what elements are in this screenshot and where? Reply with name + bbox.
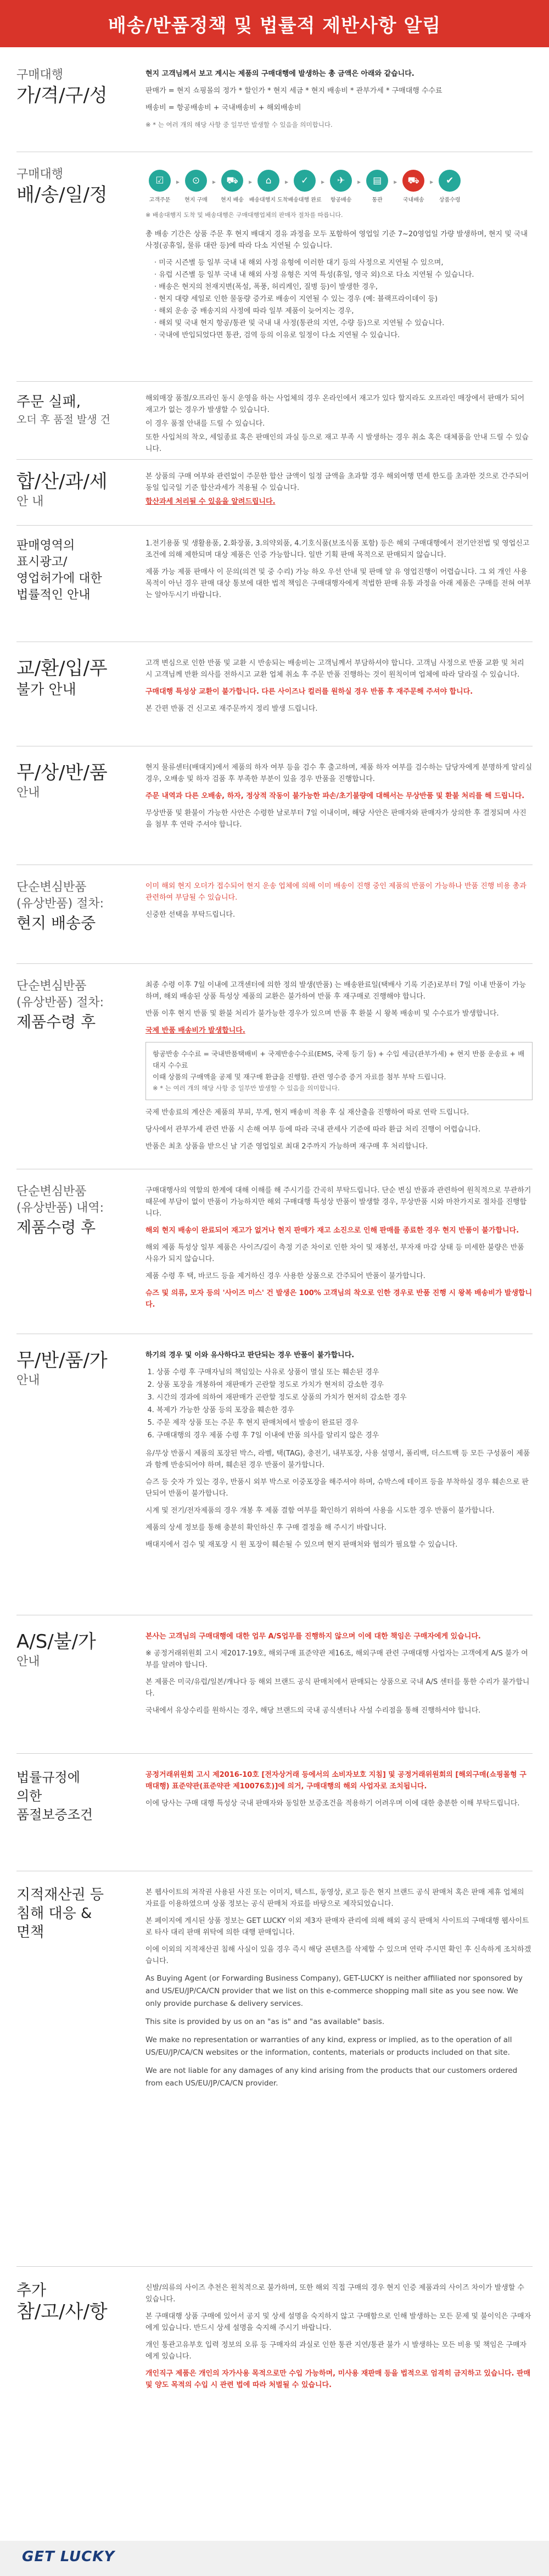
paragraph: 제품의 상세 정보를 통해 충분히 확인하신 후 구매 결정을 해 주시기 바랍니다. bbox=[145, 1524, 386, 1532]
page-header bbox=[0, 0, 549, 47]
paragraph: 신발/의류의 사이즈 추천은 원칙적으로 불가하며, 또한 해외 직접 구매의 경우 현지 인증 제품과의 사이즈 차이가 발생할 수 있습니다. bbox=[145, 2284, 524, 2304]
section-title: 배/송/일/정 bbox=[16, 184, 108, 206]
delay-list bbox=[145, 257, 533, 341]
list-item: · 미국 시즌별 등 일부 국내 내 해외 사정 유형에 이러한 대기 등의 사정으로 지연될 수 있으며, bbox=[154, 257, 533, 269]
paragraph: 반품은 최초 상품을 받으신 날 기준 영업일로 최대 2주까지 가능하며 재구매 후 처리합니다. bbox=[145, 1142, 428, 1151]
section-subtitle: 구매대행 bbox=[16, 68, 64, 82]
paragraph: 배대지에서 검수 및 재포장 시 원 포장이 훼손될 수 있으며 현지 판매처와 협의가 필요할 수 있습니다. bbox=[145, 1541, 458, 1549]
paragraph: 국내에서 유상수리를 원하시는 경우, 해당 브랜드의 국내 공식센터나 사설 수리점을 통해 진행하셔야 합니다. bbox=[145, 1707, 481, 1715]
section-as-unavailable bbox=[16, 1615, 533, 1753]
section-subtitle: (유상반품) 절차: bbox=[16, 996, 104, 1010]
section-title: 참/고/사/항 bbox=[16, 2301, 108, 2323]
paragraph: 이미 해외 현지 오더가 접수되어 현지 운송 업체에 의해 이미 배송이 진행 중인 제품의 반품이 가능하나 반품 진행 비용 총과 관련하여 부담될 수 있습니다. bbox=[145, 882, 526, 902]
section-subtitle: 법률규정에 bbox=[16, 1770, 80, 1785]
paragraph: 반품 이후 현지 반품 및 환불 처리가 불가능한 경우가 있으며 반품 후 환불 시 왕복 배송비 및 수수료가 발생합니다. bbox=[145, 1010, 499, 1018]
list-item: 3. 시간의 경과에 의하여 재판매가 곤란할 정도로 상품의 가치가 현저히 감소한 경우 bbox=[156, 1392, 533, 1403]
section-subtitle: 불가 안내 bbox=[16, 682, 76, 698]
flow-step: ✈ 항공배송 bbox=[327, 170, 355, 206]
paragraph: 하기의 경우 및 이와 유사하다고 판단되는 경우 반품이 불가합니다. bbox=[145, 1351, 355, 1359]
section-additional-notes bbox=[16, 2266, 533, 2530]
paragraph: 슈즈 등 숫자 가 있는 경우, 반품시 외부 박스로 이중포장을 해주셔야 하며, 슈박스에 테이프 등을 부착하실 경우 훼손으로 판단되어 반품이 불가합니다. bbox=[145, 1478, 529, 1498]
arrow-icon: ▸ bbox=[394, 178, 397, 186]
section-subtitle: (유상반품) 절차: bbox=[16, 897, 104, 911]
flow-step: ✔ 상품수령 bbox=[435, 170, 464, 206]
paragraph: 최종 수령 이후 7일 이내에 고객센터에 의한 정의 발생(반품) 는 배송완료일(택배사 기록 기준)로부터 7일 이내 반품이 가능하며, 해외 배송된 상품 특성상 제품의 교환은 불가하여 반품 후 재구매로 진행해야 합니다. bbox=[145, 981, 526, 1001]
shipping-formula: 배송비 = 항공배송비 + 국내배송비 + 해외배송비 bbox=[145, 104, 301, 112]
truck-icon: ⛟ bbox=[221, 170, 243, 192]
section-ip-disclaimer bbox=[16, 1871, 533, 2266]
section-title: 품절보증조건 bbox=[16, 1807, 93, 1822]
section-subtitle: 안내 bbox=[16, 1374, 40, 1387]
page-footer bbox=[0, 2541, 549, 2576]
list-item: 5. 주문 제작 상품 또는 주문 후 현지 판매처에서 발송이 완료된 경우 bbox=[156, 1417, 533, 1429]
flow-step: ✓ 배송대행 완료 bbox=[290, 170, 319, 206]
section-legal-guarantee bbox=[16, 1753, 533, 1871]
section-title: 제품수령 후 bbox=[16, 1013, 96, 1031]
box-note: ※ * 는 여러 개의 해당 사항 중 일부만 발생할 수 있음을 의미합니다. bbox=[153, 1084, 340, 1092]
paragraph: 개인 통관고유부호 입력 정보의 오류 등 구매자의 과실로 인한 통관 지연/통관 불가 시 발생하는 모든 비용 및 책임은 구매자에게 있습니다. bbox=[145, 2341, 527, 2361]
section-subtitle: 안내 bbox=[16, 786, 40, 800]
fee-box bbox=[145, 1042, 533, 1100]
paragraph: 공정거래위원회 고시 제2016-10호 [전자상거래 등에서의 소비자보호 지침] 및 공정거래위원회의 [해외구매(쇼핑몰형 구매대행) 표준약관(표준약관 제10076호)]에 의거, 구매대행의 해외 사업자로 조치됩니다. bbox=[145, 1771, 526, 1791]
no-return-list bbox=[145, 1367, 533, 1441]
list-item: · 국내에 반입되었다면 통관, 검역 등의 이유로 일정이 다소 지연될 수 있습니다. bbox=[154, 330, 533, 341]
fee-formula: 항공반송 수수료 = 국내반품택배비 + 국제반송수수료(EMS, 국제 등기 등) + 수입 세금(관부가세) + 현지 반품 운송료 + 배대지 수수료 bbox=[153, 1050, 525, 1069]
page-title: 배송/반품정책 및 법률적 제반사항 알림 bbox=[108, 14, 441, 37]
section-subtitle: 단순변심반품 bbox=[16, 880, 87, 894]
paragraph: 고객 변심으로 인한 반품 및 교환 시 반송되는 배송비는 고객님께서 부담하셔야 합니다. 고객님 사정으로 반품 교환 및 처리 시 고객님께 반환 의사를 전하시고 교환 업체 취소 후 주문 반품 진행하는 것이 원칙이며 업체에 따라 달라질 수 있습니다. bbox=[145, 659, 524, 679]
section-subtitle: 단순변심반품 bbox=[16, 979, 87, 993]
airplane-icon: ✈ bbox=[330, 170, 352, 192]
paragraph: 본 상품의 구매 여부와 관련없이 주문한 합산 금액이 일정 금액을 초과할 경우 해외여행 면세 한도를 초과한 것으로 간주되어 동일 입국일 기준 합산과세가 적용될 수 있습니다. bbox=[145, 472, 529, 492]
arrow-icon: ▸ bbox=[176, 178, 180, 186]
section-subtitle: 오더 후 품절 발생 건 bbox=[16, 414, 110, 426]
price-formula: 판매가 = 현지 쇼핑몰의 정가 * 할인가 * 현지 세금 * 현지 배송비 * 관부가세 * 구매대행 수수료 bbox=[145, 87, 442, 95]
arrow-icon: ▸ bbox=[212, 178, 216, 186]
section-exchange bbox=[16, 642, 533, 746]
english-paragraph: We make no representation or warranties of any kind, express or implied, as to the operation of all US/EU/JP/CA/CN websites or the information, contents, materials or products included on that site. bbox=[145, 2036, 512, 2057]
purchase-icon: ⊙ bbox=[185, 170, 207, 192]
truck-icon: ⛟ bbox=[402, 170, 424, 192]
flow-step: ⛟ 국내배송 bbox=[399, 170, 428, 206]
paragraph: ※ 공정거래위원회 고시 제2017-19호, 해외구매 표준약관 제16조, 해외구매 관련 구매대행 사업자는 고객에게 A/S 불가 여부를 알려야 합니다. bbox=[145, 1649, 528, 1669]
paragraph: 본 구매대행 상품 구매에 있어서 공지 및 상세 설명을 숙지하지 않고 구매함으로 인해 발생하는 모든 문제 및 불이익은 구매자에게 있습니다. 반드시 상세 설명을 숙지해 주시기 바랍니다. bbox=[145, 2312, 531, 2332]
flow-step: ▤ 통관 bbox=[363, 170, 391, 206]
paragraph: 구매대행 특성상 교환이 불가합니다. 다른 사이즈나 컬러를 원하실 경우 반품 후 재주문해 주셔야 합니다. bbox=[145, 688, 473, 696]
paragraph: 국제 반품 배송비가 발생합니다. bbox=[145, 1027, 245, 1035]
paragraph: 당사에서 관부가세 관련 반품 시 손해 여부 등에 따라 국내 관세사 기준에 따라 환급 처리 진행이 어렵습니다. bbox=[145, 1125, 481, 1134]
flow-step: ☑ 고객주문 bbox=[145, 170, 174, 206]
section-subtitle: 추가 bbox=[16, 2281, 47, 2299]
paragraph: 본사는 고객님의 구매대행에 대한 업무 A/S업무를 진행하지 않으며 이에 대한 책임은 구매자에게 있습니다. bbox=[145, 1632, 481, 1641]
list-item: 6. 구매대행의 경우 제품 수령 후 7일 이내에 반품 의사를 알리지 않은 경우 bbox=[156, 1430, 533, 1441]
paragraph: 1.전기용품 및 생활용품, 2.화장품, 3.의약외품, 4.기호식품(보조식품 포함) 등은 해외 구매대행에서 전기안전법 및 영업신고 조건에 의해 제한되며 대상 제품은 인증 가능합니다. 일반 기획 판매 목적으로 판매되지 않습니다. bbox=[145, 539, 530, 559]
section-subtitle: 안 내 bbox=[16, 495, 44, 509]
list-item: · 해외 운송 중 배송지의 사정에 따라 일부 제품이 늦어지는 경우, bbox=[154, 305, 533, 317]
paragraph: 제품 수령 후 택, 바코드 등을 제거하신 경우 사용한 상품으로 간주되어 반품이 불가합니다. bbox=[145, 1272, 425, 1280]
paragraph: 주문 내역과 다른 오배송, 하자, 정상적 작동이 불가능한 파손/초기불량에 대해서는 무상반품 및 환불 처리를 해 드립니다. bbox=[145, 792, 525, 800]
paragraph: 신중한 선택을 부탁드립니다. bbox=[145, 911, 236, 919]
paragraph: 국제 반송료의 계산은 제품의 부피, 무게, 현지 배송비 적용 후 실 재산출을 진행하여 따로 연락 드립니다. bbox=[145, 1108, 469, 1117]
section-title: 지적재산권 등 bbox=[16, 1887, 104, 1903]
section-title: 교/환/입/푸 bbox=[16, 657, 108, 679]
section-title: 표시광고/ bbox=[16, 555, 68, 569]
section-return-details bbox=[16, 1169, 533, 1334]
section-title: 무/상/반/품 bbox=[16, 762, 108, 784]
paragraph: 슈즈 및 의류, 모자 등의 '사이즈 미스' 건 발생은 100% 고객님의 착오로 인한 경우로 반품 진행 시 왕복 배송비가 발생합니다. bbox=[145, 1289, 533, 1309]
section-combined-tax bbox=[16, 459, 533, 525]
arrow-icon: ▸ bbox=[249, 178, 253, 186]
check-icon: ✓ bbox=[294, 170, 316, 192]
paragraph: 본 제품은 미국/유럽/일본/캐나다 등 해외 브랜드 공식 판매처에서 판매되는 상품으로 국내 A/S 센터를 통한 수리가 불가합니다. bbox=[145, 1678, 530, 1698]
receive-icon: ✔ bbox=[439, 170, 461, 192]
section-title: 현지 배송중 bbox=[16, 914, 96, 932]
english-paragraph: We are not liable for any damages of any kind arising from the products that our customers ordered from each US/EU/JP/CA/CN provider. bbox=[145, 2066, 518, 2088]
section-title: 제품수령 후 bbox=[16, 1218, 96, 1236]
customs-icon: ▤ bbox=[366, 170, 388, 192]
section-subtitle: 면책 bbox=[16, 1924, 44, 1941]
paragraph: 해외매장 품절/오프라인 동시 운영을 하는 사업체의 경우 온라인에서 재고가 있다 할지라도 오프라인 매장에서 판매가 되어 재고가 없는 경우가 발생할 수 있습니다. bbox=[145, 394, 525, 414]
section-title: 판매영역의 bbox=[16, 539, 75, 553]
paragraph: 무상반품 및 환불이 가능한 사안은 수령한 날로부터 7일 이내이며, 해당 사안은 판매자와 판매자가 상의한 후 결정되며 사진을 첨부 후 연락 주셔야 합니다. bbox=[145, 809, 526, 829]
paragraph: 제품 가능 제품 판매사 이 문의(의견 및 중 수리) 가능 하오 우선 안내 및 판매 알 유 영업진행이 어렵습니다. 그 외 개인 사용 목적이 아닌 경우 판매 대상 통보에 대한 법적 책임은 구매대행자에게 적법한 판매 유통 과정을 아래 제품은 구매를 전혀 여부는 알아두시기 바랍니다. bbox=[145, 568, 531, 599]
arrow-icon: ▸ bbox=[357, 178, 361, 186]
english-paragraph: As Buying Agent (or Forwarding Business Company), GET-LUCKY is neither affiliated nor sponsored by and US/EU/JP/CA/CN provider that we list on this e-commerce shopping mall site as you see now. We only provide purchase & delivery services. bbox=[145, 1974, 523, 2008]
section-price bbox=[16, 53, 533, 152]
paragraph: 이 경우 품절 안내를 드릴 수 있습니다. bbox=[145, 420, 265, 428]
fee-formula-note: 이때 상품의 구매액을 공제 및 재구매 환급을 진행함. 관련 영수증 증거 자료를 첨부 부탁 드립니다. bbox=[153, 1073, 446, 1081]
section-subtitle: (유상반품) 내역: bbox=[16, 1201, 104, 1215]
english-paragraph: This site is provided by us on an "as is" and "as available" basis. bbox=[145, 2017, 385, 2026]
warehouse-icon: ⌂ bbox=[257, 170, 279, 192]
price-note: ※ * 는 여러 개의 해당 사항 중 일부만 발생할 수 있음을 의미합니다. bbox=[145, 121, 333, 129]
section-subtitle: 구매대행 bbox=[16, 168, 64, 181]
paragraph: 본 페이지에 게시된 상품 정보는 GET LUCKY 이외 제3자 판매자 관리에 의해 해외 공식 판매처 사이트의 구매대행 웹사이트로 타사 대리 판매 위탁에 의한 대행 판매입니다. bbox=[145, 1917, 529, 1937]
section-title: 가/격/구/성 bbox=[16, 85, 108, 107]
section-subtitle: 안내 bbox=[16, 1655, 40, 1669]
arrow-icon: ▸ bbox=[321, 178, 325, 186]
flow-note: ※ 배송대행지 도착 및 배송대행은 구매대행업체의 판매자 절차를 따릅니다. bbox=[145, 211, 343, 219]
paragraph: 구매대행사의 역할의 한계에 대해 이해를 해 주시기를 간곡히 부탁드립니다. 단순 변심 반품과 관련하여 원칙적으로 무관하기 때문에 부담이 없이 반품이 가능하지만 해외 구매대행 특성상 반품이 발생할 경우, 무상반품 시와 마찬가지로 절차를 진행합니다. bbox=[145, 1186, 531, 1218]
price-lead: 현지 고객님께서 보고 계시는 제품의 구매대행에 발생하는 총 금액은 아래와 같습니다. bbox=[145, 70, 414, 78]
section-title: 주문 실패, bbox=[16, 394, 81, 410]
section-title: 영업허가에 대한 bbox=[16, 572, 102, 586]
brand-logo: GET LUCKY bbox=[22, 2549, 115, 2565]
section-no-return bbox=[16, 1334, 533, 1615]
list-item: · 현지 대량 세일로 인한 물동량 증가로 배송이 지연될 수 있는 경우 (예: 블랙프라이데이 등) bbox=[154, 293, 533, 305]
paragraph: 개인직구 제품은 개인의 자가사용 목적으로만 수입 가능하며, 미사용 재판매 등을 법적으로 엄격히 금지하고 있습니다. 판매 및 양도 목적의 수입 시 관련 법에 따라 처벌될 수 있습니다. bbox=[145, 2369, 531, 2389]
section-title: 합/산/과/세 bbox=[16, 471, 108, 493]
section-subtitle: 의한 bbox=[16, 1788, 42, 1804]
list-item: · 해외 및 국내 현지 항공/통관 및 국내 내 사정(통관의 지연, 수량 등)으로 지연될 수 있습니다. bbox=[154, 317, 533, 329]
section-subtitle: 단순변심반품 bbox=[16, 1185, 87, 1198]
paragraph: 이에 당사는 구매 대행 특성상 국내 판매자와 동일한 보증조건을 적용하기 어려우며 이에 대한 충분한 이해 부탁드립니다. bbox=[145, 1799, 520, 1808]
paragraph: 해외 현지 배송이 완료되어 재고가 없거나 현지 판매가 재고 소진으로 인해 판매를 종료한 경우 현지 반품이 불가합니다. bbox=[145, 1226, 519, 1235]
section-title: A/S/불/가 bbox=[16, 1631, 96, 1653]
list-item: 2. 상품 포장을 개봉하여 재판매가 곤란할 정도로 가치가 현저히 감소한 경우 bbox=[156, 1379, 533, 1391]
paragraph: 이에 이외의 지적재산권 침해 사실이 있을 경우 즉시 해당 콘텐츠를 삭제할 수 있으며 연락 주시면 확인 후 신속하게 조치하겠습니다. bbox=[145, 1945, 531, 1965]
list-item: · 배송은 현지의 천재지변(폭설, 폭풍, 허리케인, 질병 등)이 발생한 경우, bbox=[154, 281, 533, 293]
section-free-return bbox=[16, 746, 533, 865]
list-item: 1. 상품 수령 후 구매자님의 책임있는 사유로 상품이 멸실 또는 훼손된 경우 bbox=[156, 1367, 533, 1378]
paragraph: 현지 물류센터(배대지)에서 제품의 하자 여부 등을 검수 후 출고하며, 제품 하자 여부를 검수하는 담당자에게 분명하게 알리실 경우, 오배송 및 하자 검품 후 부족한 부분이 있을 경우 반품을 진행합니다. bbox=[145, 763, 533, 783]
section-title: 침해 대응 & bbox=[16, 1905, 92, 1922]
paragraph: 본 간편 반품 건 신고로 재주문까지 정리 발생 드립니다. bbox=[145, 705, 318, 713]
paragraph: 또한 사입처의 착오, 세일종료 혹은 판매인의 과실 등으로 재고 부족 시 발생하는 경우 취소 혹은 대체품을 안내 드릴 수 있습니다. bbox=[145, 433, 529, 453]
paragraph: 유/무상 반품시 제품의 포장된 박스, 라벨, 택(TAG), 충전기, 내부포장, 사용 설명서, 폴리백, 더스트백 등 모든 구성품이 제품과 함께 반송되어야 하며, 훼손된 경우 반품이 불가합니다. bbox=[145, 1449, 530, 1469]
paragraph: 합산과세 처리될 수 있음을 알려드립니다. bbox=[145, 498, 276, 506]
section-order-failure bbox=[16, 381, 533, 459]
section-legal-notice bbox=[16, 525, 533, 642]
paragraph: 시계 및 전기/전자제품의 경우 개봉 후 제품 결함 여부를 확인하기 위하여 사용을 시도한 경우 반품이 불가합니다. bbox=[145, 1507, 495, 1515]
paragraph: 해외 제품 특성상 일부 제품은 사이즈/길이 측정 기준 차이로 인한 차이 및 재봉선, 부자재 마감 상태 등 미세한 불량은 반품 사유가 되지 않습니다. bbox=[145, 1244, 524, 1263]
section-delivery-schedule bbox=[16, 152, 533, 381]
delivery-flow bbox=[145, 170, 533, 206]
section-title: 무/반/품/가 bbox=[16, 1350, 108, 1371]
list-item: 4. 복제가 가능한 상품 등의 포장을 훼손한 경우 bbox=[156, 1404, 533, 1416]
section-return-after-receipt bbox=[16, 963, 533, 1169]
order-icon: ☑ bbox=[149, 170, 171, 192]
section-return-in-transit bbox=[16, 865, 533, 963]
flow-step: ⛟ 현지 배송 bbox=[218, 170, 247, 206]
flow-step: ⊙ 현지 구매 bbox=[182, 170, 210, 206]
list-item: · 유럽 시즌별 등 일부 국내 내 해외 사정 유형은 지역 특성(휴일, 영국 외)으로 다소 지연될 수 있습니다. bbox=[154, 269, 533, 281]
flow-step: ⌂ 배송대행지 도착 bbox=[254, 170, 283, 206]
section-title: 법률적인 안내 bbox=[16, 588, 91, 602]
paragraph: 본 웹사이트의 저작권 사용된 사진 또는 이미지, 텍스트, 동영상, 로고 등은 현지 브랜드 공식 판매처 혹은 판매 제휴 업체의 자료를 이용하였으며 상품 정보는 공식 판매처 자료를 바탕으로 제작되었습니다. bbox=[145, 1888, 524, 1908]
delivery-period: 총 배송 기간은 상품 주문 후 현지 배대지 경유 과정을 모두 포함하여 영업일 기준 7~20영업일 가량 발생하며, 현지 및 국내 사정(공휴일, 물류 대란 등)에 따라 다소 지연될 수 있습니다. bbox=[145, 230, 528, 250]
arrow-icon: ▸ bbox=[285, 178, 289, 186]
arrow-icon: ▸ bbox=[430, 178, 434, 186]
